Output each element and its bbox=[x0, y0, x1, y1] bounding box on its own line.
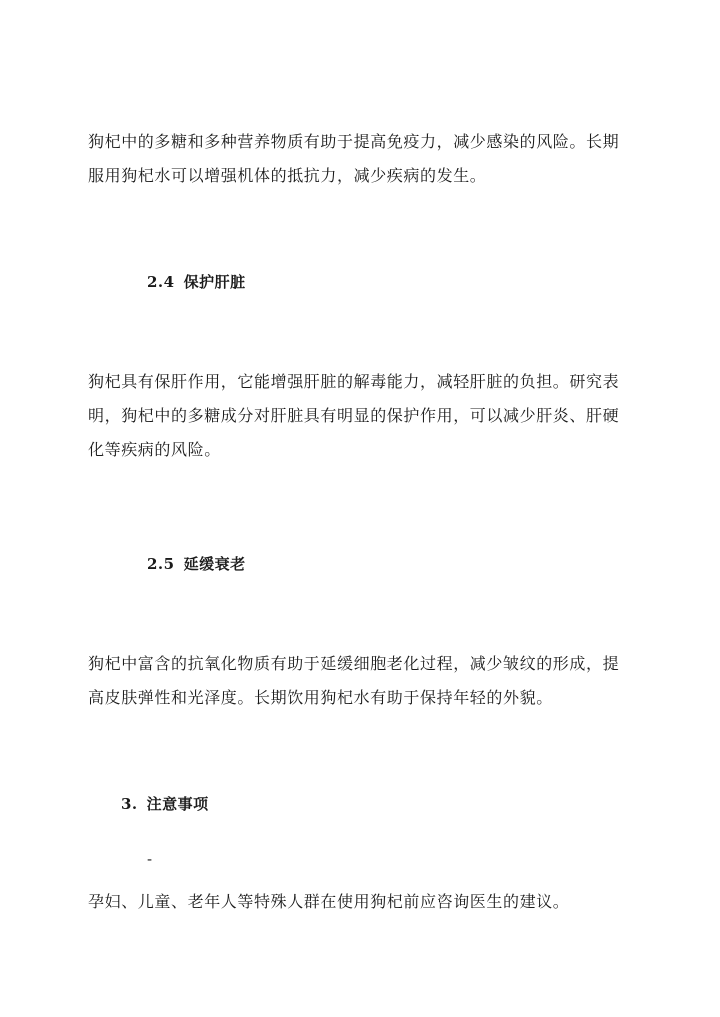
section-number: 3. bbox=[121, 795, 138, 813]
text-line: 服用狗杞水可以增强机体的抵抗力，减少疾病的发生。 bbox=[88, 166, 487, 185]
subheading-number: 2.5 bbox=[147, 555, 175, 573]
text-line: 高皮肤弹性和光泽度。长期饮用狗杞水有助于保持年轻的外貌。 bbox=[88, 688, 553, 707]
text-line: 孕妇、儿童、老年人等特殊人群在使用狗杞前应咨询医生的建议。 bbox=[88, 892, 570, 911]
section-title: 注意事项 bbox=[146, 795, 209, 813]
paragraph-immunity bbox=[88, 125, 636, 193]
paragraph-anti-aging bbox=[88, 647, 636, 715]
subheading-2-4 bbox=[147, 271, 246, 293]
paragraph-precautions bbox=[88, 885, 636, 919]
subheading-text: 延缓衰老 bbox=[183, 555, 246, 573]
list-dash: - bbox=[147, 850, 153, 868]
text-line: 明，狗杞中的多糖成分对肝脏具有明显的保护作用，可以减少肝炎、肝硬 bbox=[88, 406, 620, 425]
subheading-number: 2.4 bbox=[147, 273, 175, 291]
text-line: 化等疾病的风险。 bbox=[88, 440, 221, 459]
section-heading-3 bbox=[121, 793, 209, 815]
subheading-text: 保护肝脏 bbox=[183, 273, 246, 291]
text-line: 狗杞中的多糖和多种营养物质有助于提高免疫力，减少感染的风险。长期 bbox=[88, 132, 620, 151]
subheading-2-5 bbox=[147, 553, 246, 575]
text-line: 狗杞具有保肝作用，它能增强肝脏的解毒能力，减轻肝脏的负担。研究表 bbox=[88, 372, 620, 391]
text-line: 狗杞中富含的抗氧化物质有助于延缓细胞老化过程，减少皱纹的形成，提 bbox=[88, 654, 620, 673]
paragraph-liver bbox=[88, 365, 636, 467]
